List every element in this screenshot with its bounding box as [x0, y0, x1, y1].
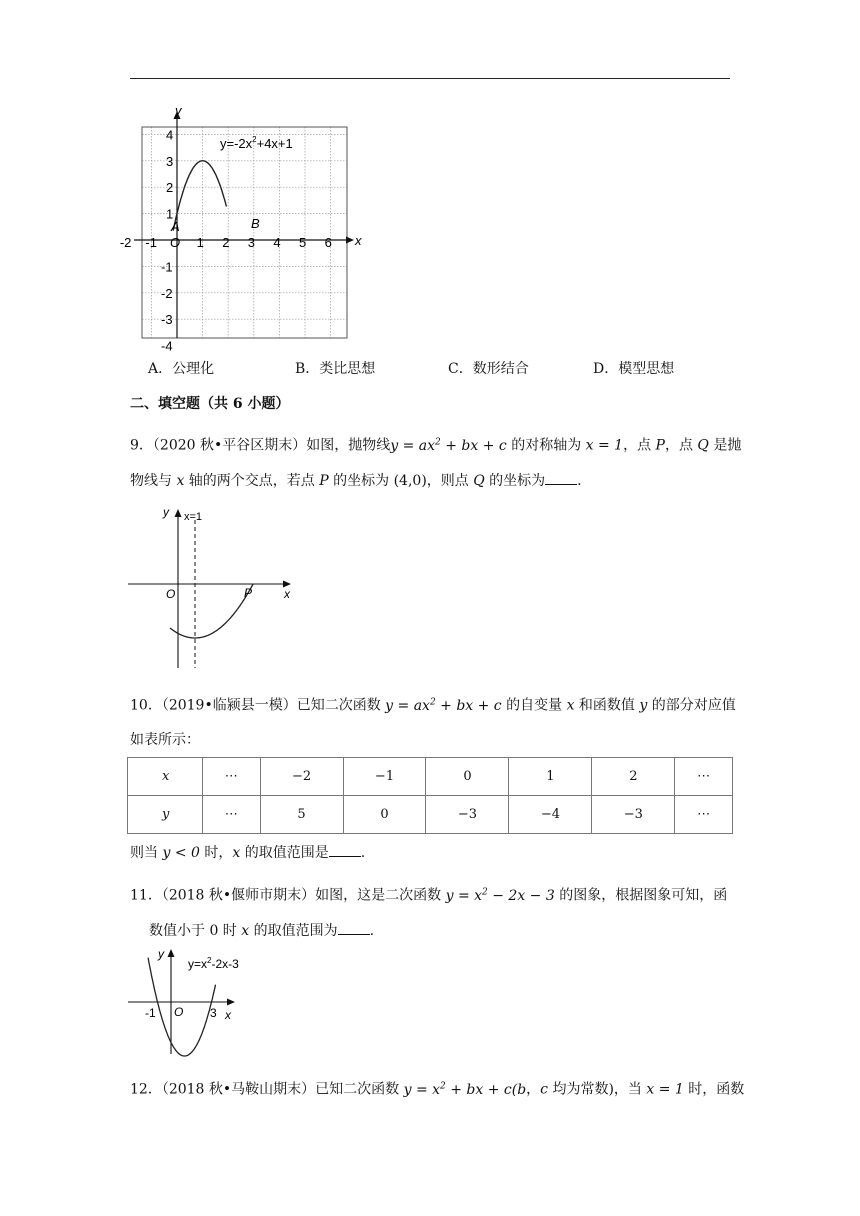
table-row-x [128, 758, 733, 796]
figure-parabola-axis [128, 500, 300, 672]
origin-label: O [174, 1005, 184, 1019]
table-cell: 0 [426, 758, 509, 796]
q10-line1: 10．（2019•临颍县一模）已知二次函数 $y = ax^2$ + bx + c 的自变量 x 和函数值 y 的部分对应值 [130, 697, 736, 714]
x-axis-label: x [355, 233, 362, 248]
y-tick-label: 3 [166, 153, 174, 169]
option-b[interactable]: B．类比思想 [295, 361, 376, 377]
q11-answer-blank[interactable] [338, 920, 370, 935]
table-row-y [128, 796, 733, 834]
point-p-label: P [244, 586, 253, 600]
x-tick-label: 4 [273, 235, 281, 250]
y-axis-label: y [158, 947, 164, 961]
q9-line2: 物线与 x 轴的两个交点，若点 P 的坐标为 (4,0)，则点 Q 的坐标为 . [130, 470, 582, 491]
root-left-label: -1 [145, 1006, 156, 1020]
x-axis-label: x [284, 587, 290, 601]
origin-label: O [166, 587, 176, 601]
y-tick-label: -1 [161, 259, 173, 275]
y-tick-label: -4 [161, 338, 173, 354]
table-cell: 2 [592, 758, 675, 796]
value-table [127, 757, 733, 834]
table-cell: 5 [260, 796, 343, 834]
q11-line1: 11．（2018 秋•偃师市期末）如图，这是二次函数 $y = x^2 - 2x - 3$ 的图象，根据图象可知，函 [130, 887, 728, 904]
q10-answer-blank[interactable] [329, 842, 361, 857]
table-cell: y [128, 796, 203, 834]
table-cell: 0 [343, 796, 426, 834]
figure-parabola-roots [128, 944, 258, 1060]
table-cell: −2 [260, 758, 343, 796]
y-tick-label: 2 [166, 180, 174, 196]
figure-parabola-grid [119, 100, 362, 354]
table-cell: −3 [426, 796, 509, 834]
root-right-label: 3 [210, 1006, 217, 1020]
y-tick-label: -3 [161, 312, 173, 328]
table-cell: −3 [592, 796, 675, 834]
q12-line1: 12．（2018 秋•马鞍山期末）已知二次函数 $y = x^2$ + bx + c(b，c 均为常数)，当 x = 1 时，函数 [130, 1081, 745, 1098]
y-tick-label: 4 [166, 127, 174, 143]
y-tick-label: 1 [166, 206, 174, 222]
section-title: 二、填空题（共 6 小题） [130, 396, 290, 412]
table-cell: ⋯ [203, 796, 261, 834]
page-header-rule [130, 78, 730, 79]
option-c[interactable]: C．数形结合 [448, 361, 529, 377]
y-tick-label: -2 [161, 285, 173, 301]
option-d[interactable]: D．模型思想 [593, 361, 675, 377]
x-tick-label: 2 [222, 235, 230, 250]
x-axis-label: x [225, 1008, 231, 1022]
origin-label: O [170, 235, 181, 250]
parabola-curve [170, 584, 253, 638]
q11-line2: 数值小于 0 时 x 的取值范围为 . [149, 920, 374, 941]
table-cell: x [128, 758, 203, 796]
x-tick-label: 1 [196, 235, 204, 250]
option-a[interactable]: A．公理化 [148, 361, 215, 377]
point-b-label: B [251, 216, 260, 231]
q10-answer-line: 则当 y < 0 时，x 的取值范围是 . [130, 842, 365, 863]
y-axis-label: y [163, 505, 169, 519]
q9-line1: 9．（2020 秋•平谷区期末）如图，抛物线$y = ax^2$ + bx + c 的对称轴为 x = 1，点 P，点 Q 是抛 [130, 437, 742, 454]
curve-equation-label: $y=x^2-2x-3$ [188, 956, 239, 971]
table-cell: ⋯ [675, 758, 733, 796]
parabola-curve [173, 161, 226, 231]
q9-answer-blank[interactable] [545, 470, 577, 485]
x-tick-label: 6 [324, 235, 332, 250]
table-cell: −4 [509, 796, 592, 834]
x-tick-label: -2 [119, 235, 132, 250]
table-cell: 1 [509, 758, 592, 796]
y-axis-label: y [175, 103, 182, 118]
x-tick-label: -1 [145, 235, 157, 250]
curve-equation-label: $y=-2x^2+4x+1$ [220, 135, 293, 151]
symmetry-axis-label: x=1 [184, 511, 203, 523]
point-a-label: A [171, 219, 180, 234]
table-cell: ⋯ [203, 758, 261, 796]
q10-line2: 如表所示： [130, 732, 200, 748]
x-tick-label: 5 [299, 235, 307, 250]
table-cell: −1 [343, 758, 426, 796]
x-tick-label: 3 [247, 235, 256, 250]
table-cell: ⋯ [675, 796, 733, 834]
